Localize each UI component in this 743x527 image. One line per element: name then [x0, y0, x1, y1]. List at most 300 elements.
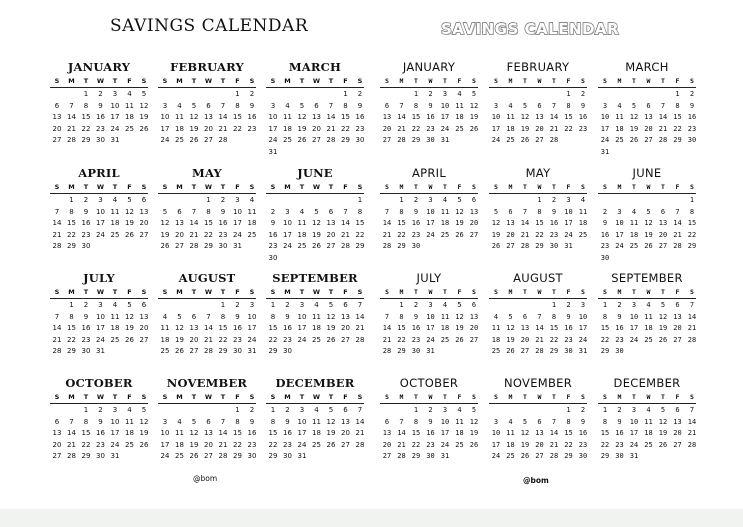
weekday-label: W: [646, 288, 651, 296]
day-cell: 1: [343, 90, 348, 98]
day-cell: 25: [175, 136, 184, 144]
weekday-label: W: [96, 77, 105, 85]
weekday-label: M: [176, 77, 183, 85]
month-name: JANUARY: [67, 60, 131, 74]
weekday-label: F: [457, 183, 462, 191]
day-cell: 19: [520, 124, 530, 133]
right-month-november: [489, 376, 587, 476]
weekday-header: [158, 288, 256, 299]
day-cell: 9: [249, 417, 255, 426]
weekday-label: F: [566, 77, 571, 85]
right-month-april: [380, 166, 478, 266]
weekday-label: T: [83, 288, 89, 296]
day-cell: 20: [204, 124, 213, 133]
weekday-label: T: [299, 77, 305, 85]
month-name: OCTOBER: [399, 376, 459, 390]
day-cell: 4: [249, 196, 255, 204]
day-cell: 12: [455, 312, 464, 321]
day-cell: 7: [54, 207, 60, 216]
weekday-label: S: [385, 77, 389, 85]
weekday-label: S: [603, 393, 607, 401]
month-name: MARCH: [625, 60, 669, 74]
day-cell: 8: [206, 207, 211, 216]
day-cell: 3: [493, 101, 499, 110]
day-cell: 24: [629, 440, 639, 449]
weekday-label: F: [343, 77, 348, 85]
day-cell: 25: [297, 242, 307, 250]
day-cell: 22: [67, 335, 76, 344]
day-cell: 18: [160, 335, 170, 344]
day-cell: 16: [426, 113, 435, 121]
day-cell: 7: [357, 301, 363, 309]
day-cell: 30: [411, 347, 421, 355]
weekday-label: M: [68, 393, 75, 401]
weekday-label: F: [235, 183, 240, 191]
day-cell: 1: [566, 90, 571, 98]
day-cell: 20: [189, 335, 199, 344]
day-cell: 26: [644, 242, 653, 250]
weekday-label: T: [328, 77, 334, 85]
day-cell: 15: [564, 429, 573, 437]
weekday-header: [598, 288, 696, 299]
day-cell: 28: [189, 242, 199, 250]
weekday-label: M: [617, 183, 622, 191]
day-cell: 10: [629, 417, 639, 426]
day-cell: 28: [326, 136, 336, 144]
day-cell: 5: [177, 312, 182, 321]
day-cell: 14: [549, 113, 559, 121]
weekday-header: [380, 288, 478, 299]
day-cell: 2: [617, 301, 622, 309]
day-cell: 9: [357, 101, 363, 110]
day-cell: 22: [81, 124, 91, 133]
day-cell: 28: [52, 347, 62, 355]
day-cell: 16: [411, 324, 421, 332]
weekday-label: T: [191, 77, 197, 85]
weekday-label: M: [284, 393, 291, 401]
day-cell: 17: [426, 219, 435, 227]
day-cell: 23: [355, 124, 365, 133]
day-cell: 5: [457, 196, 462, 204]
day-cell: 3: [428, 301, 433, 309]
day-cell: 28: [204, 347, 213, 355]
day-cell: 20: [312, 124, 321, 133]
weekday-label: S: [270, 288, 276, 296]
day-cell: 16: [247, 429, 257, 437]
day-cell: 16: [564, 324, 573, 332]
day-cell: 19: [629, 124, 639, 133]
month-name: SEPTEMBER: [272, 271, 358, 285]
day-cell: 2: [689, 90, 695, 98]
day-cell: 2: [602, 207, 608, 216]
day-cell: 2: [413, 196, 419, 204]
day-cell: 12: [189, 429, 199, 437]
day-cell: 3: [235, 196, 240, 204]
weekday-label: T: [414, 183, 418, 191]
day-cell: 31: [629, 452, 639, 460]
day-cell: 4: [493, 312, 499, 321]
day-cell: 18: [247, 219, 257, 227]
day-cell: 26: [312, 242, 321, 250]
day-cell: 25: [644, 440, 653, 449]
day-cell: 6: [522, 312, 528, 321]
day-cell: 24: [440, 440, 450, 449]
day-cell: 15: [218, 324, 228, 332]
weekday-label: W: [537, 183, 542, 191]
weekday-label: M: [176, 288, 183, 296]
day-cell: 12: [189, 113, 199, 121]
weekday-header: [158, 393, 256, 404]
day-cell: 14: [355, 417, 365, 426]
day-cell: 19: [455, 324, 464, 332]
weekday-label: S: [162, 77, 168, 85]
month-name: MAY: [525, 166, 551, 180]
day-cell: 28: [397, 452, 406, 460]
day-cell: 27: [52, 136, 62, 144]
day-cell: 15: [673, 113, 682, 121]
day-cell: 24: [426, 335, 435, 344]
day-cell: 24: [96, 230, 105, 239]
day-cell: 22: [218, 335, 228, 344]
day-cell: 1: [566, 406, 571, 414]
month-name: FEBRUARY: [506, 60, 570, 74]
day-cell: 8: [69, 312, 74, 321]
weekday-label: T: [661, 288, 665, 296]
day-cell: 2: [428, 406, 433, 414]
day-cell: 5: [471, 406, 477, 414]
day-cell: 30: [426, 136, 435, 144]
day-cell: 20: [658, 230, 668, 239]
day-cell: 8: [270, 312, 276, 321]
weekday-label: T: [191, 183, 197, 191]
day-cell: 24: [600, 136, 610, 144]
day-cell: 5: [191, 101, 197, 110]
day-cell: 17: [629, 429, 639, 437]
day-cell: 8: [551, 312, 557, 321]
day-cell: 4: [314, 406, 319, 414]
day-cell: 20: [175, 230, 184, 239]
weekday-label: S: [162, 183, 168, 191]
day-cell: 26: [125, 230, 134, 239]
day-cell: 16: [96, 113, 105, 121]
day-cell: 11: [455, 417, 464, 426]
weekday-label: T: [443, 288, 447, 296]
day-cell: 16: [600, 230, 610, 239]
day-cell: 27: [673, 440, 682, 449]
day-cell: 19: [312, 230, 321, 239]
right-month-february: [489, 60, 587, 160]
day-cell: 31: [600, 147, 610, 156]
day-cell: 27: [644, 136, 653, 144]
day-cell: 29: [687, 242, 697, 250]
day-cell: 21: [549, 124, 559, 133]
day-cell: 12: [658, 417, 668, 426]
day-cell: 21: [535, 335, 544, 344]
weekday-label: S: [385, 183, 389, 191]
day-cell: 2: [220, 196, 226, 204]
day-cell: 1: [602, 301, 608, 309]
weekday-header: [266, 393, 364, 404]
day-cell: 17: [160, 124, 170, 133]
day-cell: 18: [283, 124, 292, 133]
day-cell: 27: [139, 230, 149, 239]
weekday-label: T: [414, 77, 418, 85]
day-cell: 6: [314, 101, 319, 110]
weekday-label: T: [220, 183, 226, 191]
day-cell: 17: [426, 324, 435, 332]
day-cell: 29: [549, 347, 559, 355]
month-name: APRIL: [78, 166, 120, 180]
day-cell: 1: [83, 406, 89, 414]
weekday-header: [489, 77, 587, 88]
month-name: FEBRUARY: [170, 60, 244, 74]
day-cell: 15: [564, 113, 573, 121]
day-cell: 2: [580, 90, 586, 98]
day-cell: 2: [235, 301, 240, 309]
day-cell: 31: [96, 347, 105, 355]
day-cell: 9: [285, 312, 290, 321]
weekday-label: S: [494, 183, 498, 191]
day-cell: 11: [491, 324, 501, 332]
credit-left: @bom: [193, 474, 218, 483]
day-cell: 21: [382, 335, 392, 344]
day-cell: 25: [455, 440, 464, 449]
day-cell: 24: [564, 230, 573, 239]
day-cell: 3: [162, 101, 168, 110]
left-month-july: [50, 271, 148, 371]
day-cell: 23: [578, 124, 588, 133]
day-cell: 16: [578, 429, 588, 437]
weekday-label: S: [472, 77, 476, 85]
day-cell: 4: [580, 196, 586, 204]
day-cell: 22: [397, 230, 406, 239]
weekday-label: T: [220, 77, 226, 85]
day-cell: 8: [602, 417, 608, 426]
day-cell: 12: [125, 312, 134, 321]
day-cell: 14: [382, 324, 392, 332]
day-cell: 13: [341, 417, 350, 426]
day-cell: 4: [112, 196, 118, 204]
day-cell: 10: [615, 219, 624, 227]
day-cell: 28: [549, 452, 559, 460]
day-cell: 20: [520, 335, 530, 344]
day-cell: 11: [629, 219, 639, 227]
day-cell: 4: [508, 417, 513, 426]
day-cell: 10: [110, 101, 120, 110]
day-cell: 16: [355, 113, 365, 121]
day-cell: 23: [615, 335, 624, 344]
day-cell: 28: [218, 136, 228, 144]
day-cell: 7: [551, 101, 557, 110]
weekday-header: [266, 183, 364, 194]
day-cell: 12: [139, 417, 149, 426]
day-cell: 24: [160, 136, 170, 144]
day-cell: 5: [141, 406, 147, 414]
day-cell: 17: [268, 124, 278, 133]
day-cell: 14: [687, 312, 697, 321]
weekday-label: T: [112, 393, 118, 401]
day-cell: 27: [382, 136, 392, 144]
day-cell: 17: [96, 324, 105, 332]
day-cell: 18: [110, 324, 120, 332]
day-cell: 14: [687, 417, 697, 426]
day-cell: 26: [520, 452, 530, 460]
day-cell: 28: [520, 242, 530, 250]
weekday-label: M: [176, 183, 183, 191]
day-cell: 21: [520, 230, 530, 239]
day-cell: 24: [96, 335, 105, 344]
right-month-march: [598, 60, 696, 160]
day-cell: 28: [535, 347, 544, 355]
weekday-label: T: [112, 183, 118, 191]
day-cell: 1: [235, 90, 240, 98]
day-cell: 21: [326, 124, 336, 133]
left-month-june: [266, 166, 364, 266]
weekday-label: S: [249, 288, 255, 296]
day-cell: 29: [204, 242, 213, 250]
weekday-label: M: [399, 183, 404, 191]
day-cell: 5: [191, 417, 197, 426]
weekday-label: W: [204, 393, 213, 401]
day-cell: 28: [673, 242, 682, 250]
day-cell: 2: [285, 301, 290, 309]
day-cell: 3: [112, 90, 118, 98]
day-cell: 19: [658, 429, 668, 437]
day-cell: 6: [141, 196, 147, 204]
weekday-label: S: [54, 77, 60, 85]
day-cell: 10: [160, 113, 170, 121]
day-cell: 30: [355, 136, 365, 144]
day-cell: 27: [204, 136, 213, 144]
day-cell: 14: [520, 219, 530, 227]
day-cell: 30: [283, 347, 292, 355]
weekday-label: T: [661, 393, 665, 401]
day-cell: 20: [673, 324, 682, 332]
day-cell: 27: [204, 452, 213, 460]
day-cell: 26: [629, 136, 639, 144]
day-cell: 6: [343, 301, 348, 309]
day-cell: 29: [233, 452, 242, 460]
day-cell: 27: [326, 242, 336, 250]
day-cell: 23: [426, 440, 435, 449]
day-cell: 12: [491, 219, 501, 227]
day-cell: 19: [297, 124, 307, 133]
day-cell: 5: [328, 406, 334, 414]
weekday-label: M: [68, 183, 75, 191]
day-cell: 23: [687, 124, 697, 133]
day-cell: 7: [220, 101, 226, 110]
day-cell: 28: [397, 136, 406, 144]
day-cell: 19: [455, 219, 464, 227]
day-cell: 22: [411, 124, 421, 133]
day-cell: 14: [355, 312, 365, 321]
day-cell: 2: [249, 406, 255, 414]
day-cell: 3: [98, 196, 103, 204]
day-cell: 24: [247, 335, 257, 344]
day-cell: 17: [110, 113, 120, 121]
day-cell: 1: [83, 90, 89, 98]
day-cell: 15: [397, 324, 406, 332]
day-cell: 10: [283, 219, 292, 227]
day-cell: 8: [270, 417, 276, 426]
day-cell: 17: [297, 429, 307, 437]
weekday-label: F: [675, 393, 680, 401]
day-cell: 21: [218, 124, 228, 133]
day-cell: 30: [600, 253, 610, 262]
day-cell: 24: [491, 452, 501, 460]
weekday-label: F: [566, 393, 571, 401]
day-cell: 14: [658, 113, 668, 121]
day-cell: 12: [520, 113, 530, 121]
weekday-label: F: [127, 393, 132, 401]
day-cell: 6: [675, 301, 680, 309]
day-cell: 21: [673, 230, 682, 239]
day-cell: 15: [411, 113, 421, 121]
day-cell: 9: [83, 312, 89, 321]
day-cell: 29: [81, 452, 91, 460]
day-cell: 4: [457, 90, 462, 98]
left-month-november: [158, 376, 256, 476]
day-cell: 22: [268, 335, 278, 344]
day-cell: 12: [326, 312, 336, 321]
day-cell: 21: [397, 440, 406, 449]
weekday-label: T: [112, 288, 118, 296]
day-cell: 12: [139, 101, 149, 110]
day-cell: 29: [67, 242, 76, 250]
day-cell: 17: [600, 124, 610, 133]
day-cell: 28: [382, 347, 392, 355]
day-cell: 16: [426, 429, 435, 437]
day-cell: 27: [341, 440, 350, 449]
day-cell: 8: [235, 417, 240, 426]
day-cell: 14: [326, 113, 336, 121]
day-cell: 6: [471, 301, 477, 309]
day-cell: 27: [658, 242, 668, 250]
day-cell: 15: [233, 113, 242, 121]
day-cell: 9: [235, 312, 240, 321]
day-cell: 21: [658, 124, 668, 133]
day-cell: 10: [491, 113, 501, 121]
weekday-label: F: [235, 393, 240, 401]
day-cell: 22: [600, 335, 610, 344]
day-cell: 17: [564, 219, 573, 227]
day-cell: 11: [247, 207, 257, 216]
day-cell: 19: [125, 324, 134, 332]
day-cell: 27: [535, 136, 544, 144]
day-cell: 20: [139, 324, 149, 332]
day-cell: 25: [283, 136, 292, 144]
weekday-label: S: [603, 288, 607, 296]
weekday-label: T: [661, 77, 665, 85]
day-cell: 15: [600, 324, 610, 332]
day-cell: 18: [615, 124, 624, 133]
day-cell: 18: [175, 124, 184, 133]
weekday-header: [266, 288, 364, 299]
day-cell: 30: [615, 452, 624, 460]
day-cell: 12: [506, 324, 515, 332]
day-cell: 7: [69, 417, 74, 426]
weekday-label: F: [235, 288, 240, 296]
day-cell: 9: [617, 312, 622, 321]
weekday-label: M: [399, 77, 404, 85]
day-cell: 17: [110, 429, 120, 437]
weekday-label: S: [249, 77, 255, 85]
day-cell: 13: [673, 417, 682, 426]
day-cell: 2: [83, 301, 89, 309]
day-cell: 28: [67, 136, 76, 144]
day-cell: 15: [687, 219, 697, 227]
month-name: DECEMBER: [275, 376, 355, 390]
